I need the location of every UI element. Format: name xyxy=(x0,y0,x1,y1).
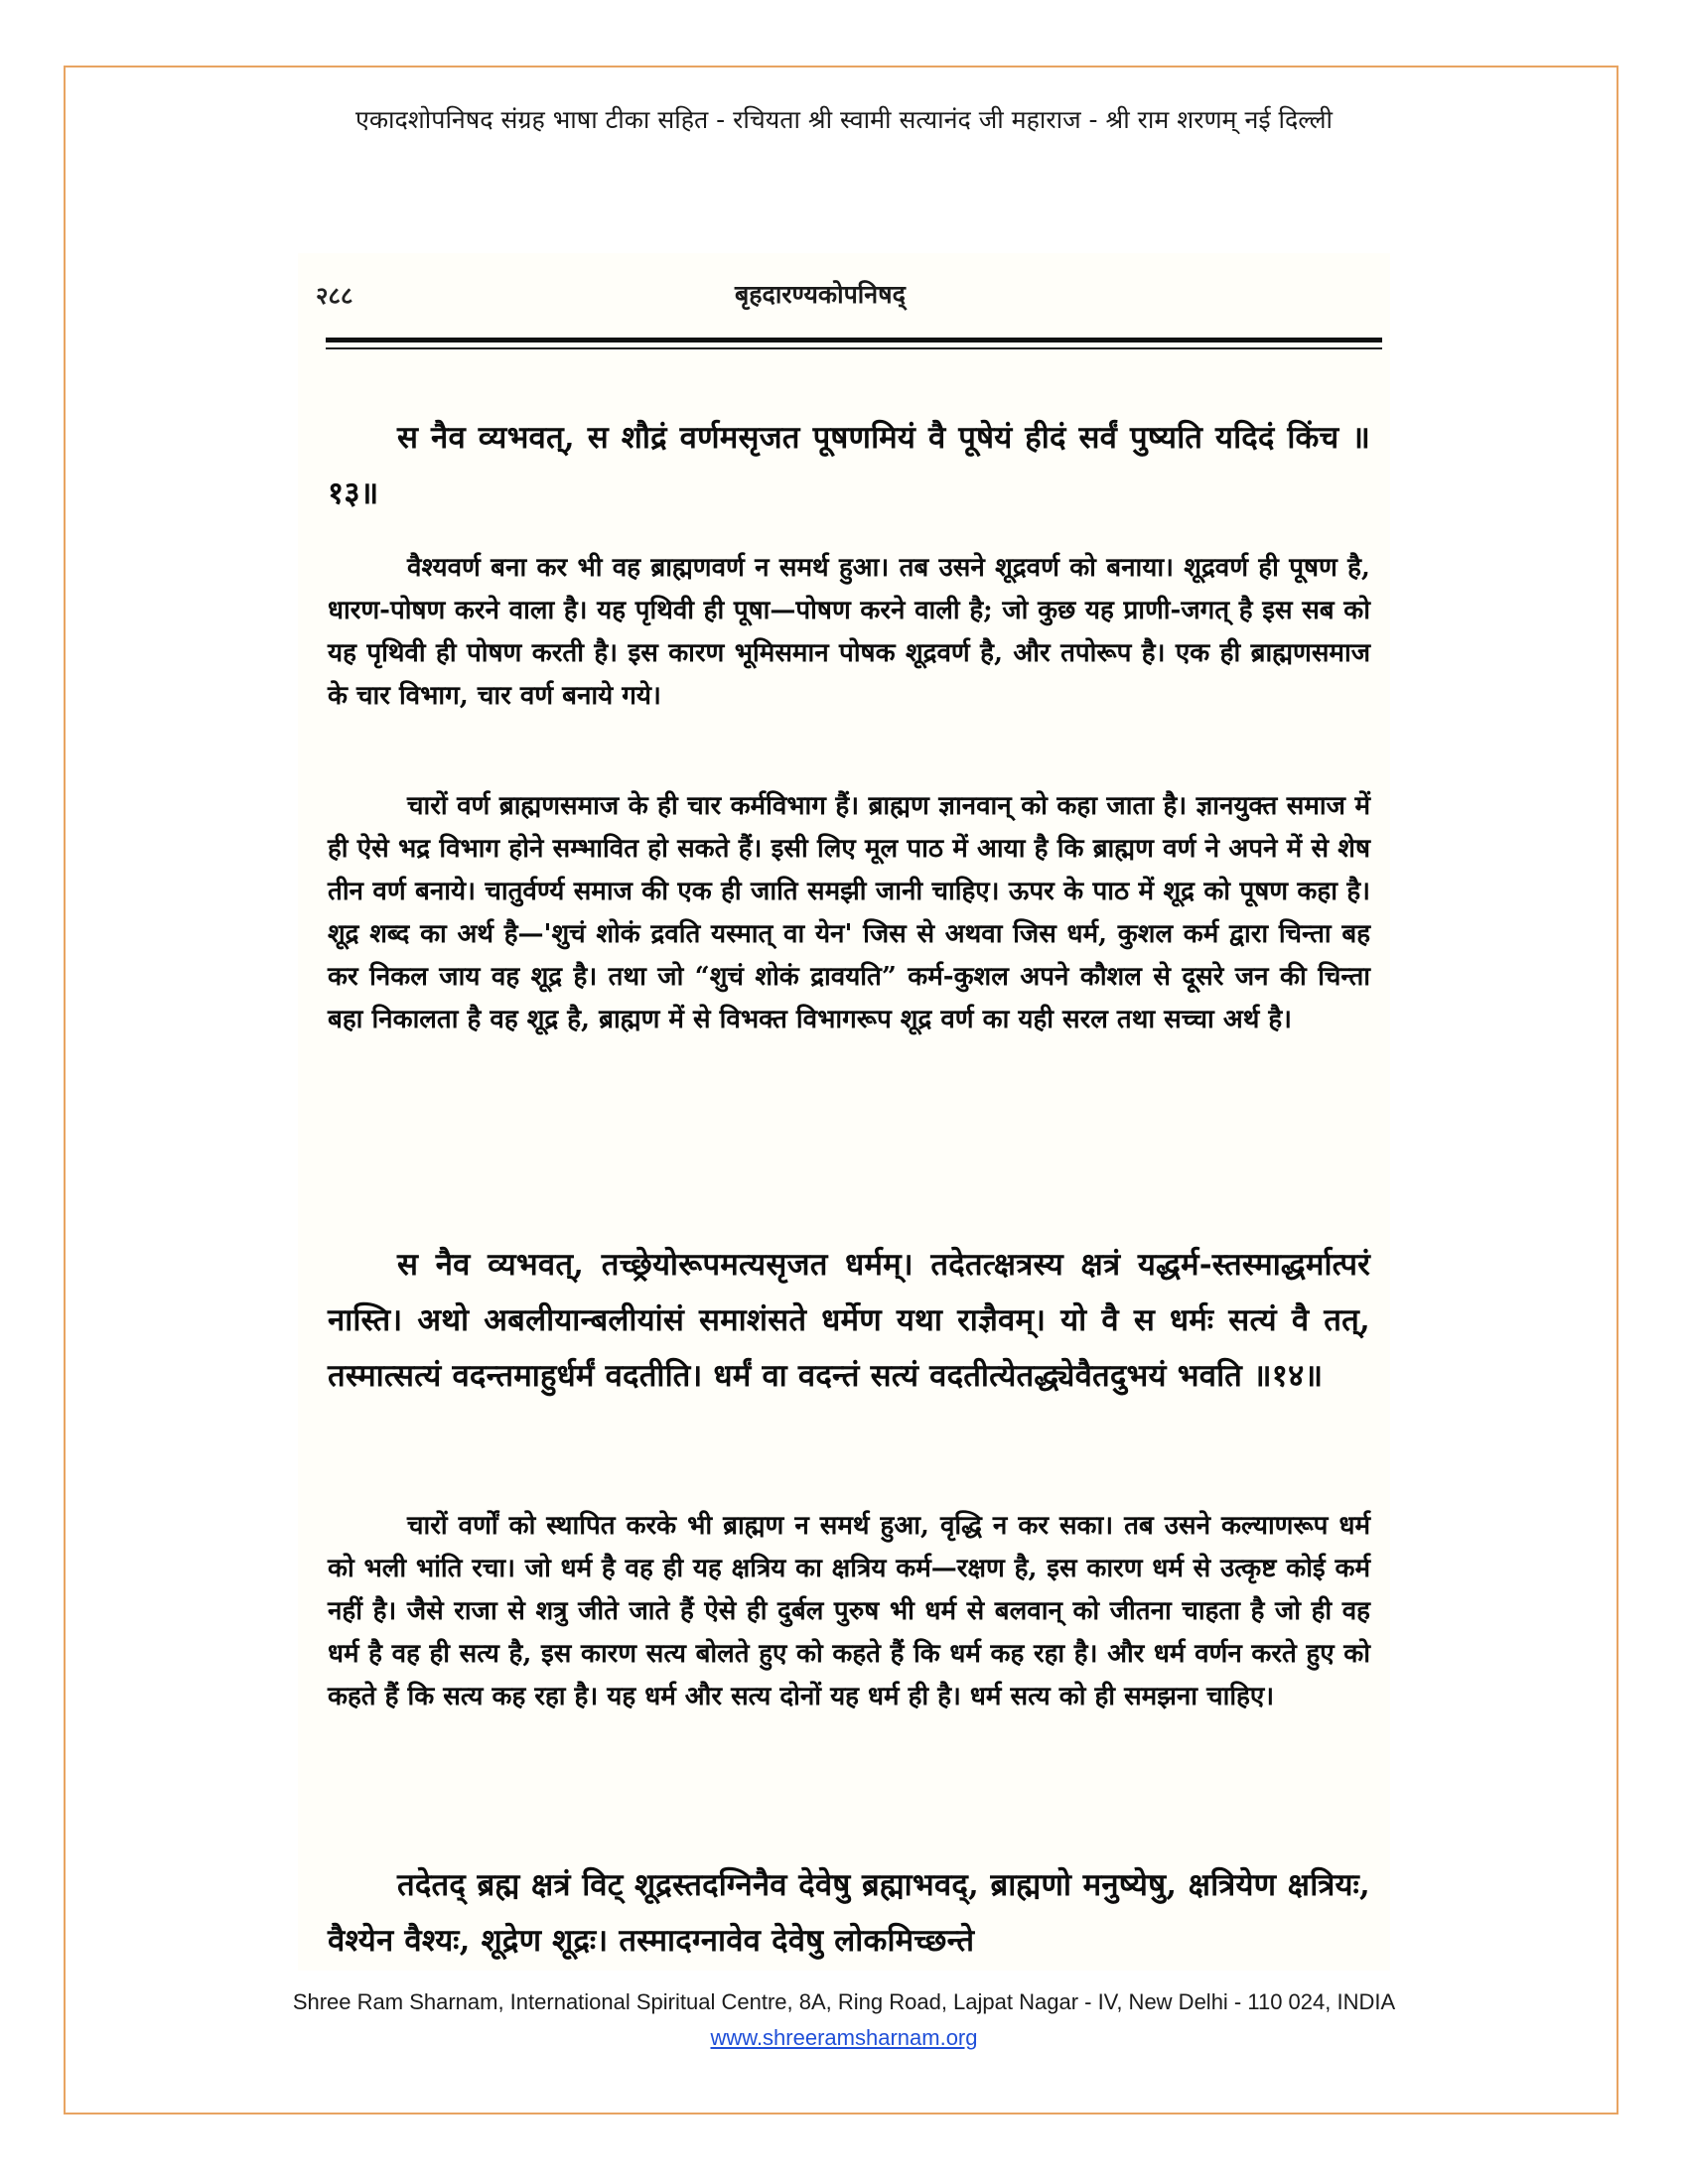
footer-website xyxy=(0,2023,1688,2053)
sanskrit-verse-13: स नैव व्यभवत्, स शौद्रं वर्णमसृजत पूषणमियं वै पूषेयं हीदं सर्वं पुष्यति यदिदं किंच ॥१३॥ xyxy=(328,420,1370,511)
running-title: बृहदारण्यकोपनिषद् xyxy=(735,280,906,309)
sanskrit-verse-14: स नैव व्यभवत्, तच्छ्रेयोरूपमत्यसृजत धर्मम्। तदेतत्क्षत्रस्य क्षत्रं यद्धर्म-स्तस्माद्धर्मात्परं नास्ति। अथो अबलीयान्बलीयांसं समाशंसते धर्मेण यथा राज्ञैवम्। यो वै स धर्मः सत्यं वै तत्, तस्मात्सत्यं वदन्तमाहुर्धर्मं वदतीति। धर्मं वा वदन्तं सत्यं वदतीत्येतद्ध्येवैतदुभयं भवति ॥१४॥ xyxy=(328,1247,1370,1394)
document-header-title: एकादशोपनिषद संग्रह भाषा टीका सहित - रचियता श्री स्वामी सत्यानंद जी महाराज - श्री राम शरणम् नई दिल्ली xyxy=(355,105,1333,134)
commentary-paragraph-3: चारों वर्णों को स्थापित करके भी ब्राह्मण न समर्थ हुआ, वृद्धि न कर सका। तब उसने कल्याणरूप धर्म को भली भांति रचा। जो धर्म है वह ही यह क्षत्रिय का क्षत्रिय कर्म—रक्षण है, इस कारण धर्म से उत्कृष्ट कोई कर्म नहीं है। जैसे राजा से शत्रु जीते जाते हैं ऐसे ही दुर्बल पुरुष भी धर्म से बलवान् को जीतना चाहता है जो ही वह धर्म है वह ही सत्य है, इस कारण सत्य बोलते हुए को कहते हैं कि धर्म कह रहा है। और धर्म वर्णन करते हुए को कहते हैं कि सत्य कह रहा है। यह धर्म और सत्य दोनों यह धर्म ही है। धर्म सत्य को ही समझना चाहिए। xyxy=(328,1511,1370,1711)
running-head xyxy=(298,271,1390,311)
header-rule-thin xyxy=(326,347,1382,349)
sanskrit-verse-15: तदेतद् ब्रह्म क्षत्रं विट् शूद्रस्तदग्निनैव देवेषु ब्रह्माभवद्, ब्राह्मणो मनुष्येषु, क्षत्रियेण क्षत्रियः, वैश्येन वैश्यः, शूद्रेण शूद्रः। तस्मादग्नावेव देवेषु लोकमिच्छन्ते xyxy=(328,1867,1370,1959)
commentary-paragraph-1: वैश्यवर्ण बना कर भी वह ब्राह्मणवर्ण न समर्थ हुआ। तब उसने शूद्रवर्ण को बनाया। शूद्रवर्ण ही पूषण है, धारण-पोषण करने वाला है। यह पृथिवी ही पूषा—पोषण करने वाली है; जो कुछ यह प्राणी-जगत् है इस सब को यह पृथिवी ही पोषण करती है। इस कारण भूमिसमान पोषक शूद्रवर्ण है, और तपोरूप है। एक ही ब्राह्मणसमाज के चार विभाग, चार वर्ण बनाये गये। xyxy=(328,553,1370,711)
website-link[interactable]: www.shreeramsharnam.org xyxy=(710,2025,978,2050)
header-rule-thick xyxy=(326,338,1382,342)
commentary-paragraph-2: चारों वर्ण ब्राह्मणसमाज के ही चार कर्मविभाग हैं। ब्राह्मण ज्ञानवान् को कहा जाता है। ज्ञानयुक्त समाज में ही ऐसे भद्र विभाग होने सम्भावित हो सकते हैं। इसी लिए मूल पाठ में आया है कि ब्राह्मण वर्ण ने अपने में से शेष तीन वर्ण बनाये। चातुर्वर्ण्य समाज की एक ही जाति समझी जानी चाहिए। ऊपर के पाठ में शूद्र को पूषण कहा है। शूद्र शब्द का अर्थ है—'शुचं शोकं द्रवति यस्मात् वा येन' जिस से अथवा जिस धर्म, कुशल कर्म द्वारा चिन्ता बह कर निकल जाय वह शूद्र है। तथा जो “शुचं शोकं द्रावयति” कर्म-कुशल अपने कौशल से दूसरे जन की चिन्ता बहा निकालता है वह शूद्र है, ब्राह्मण में से विभक्त विभागरूप शूद्र वर्ण का यही सरल तथा सच्चा अर्थ है। xyxy=(328,791,1370,1034)
scanned-page xyxy=(298,253,1390,1971)
page-number: २८८ xyxy=(316,281,353,310)
footer-address: Shree Ram Sharnam, International Spiritual Centre, 8A, Ring Road, Lajpat Nagar - IV, New Delhi - 110 024, INDIA xyxy=(292,1989,1396,2014)
